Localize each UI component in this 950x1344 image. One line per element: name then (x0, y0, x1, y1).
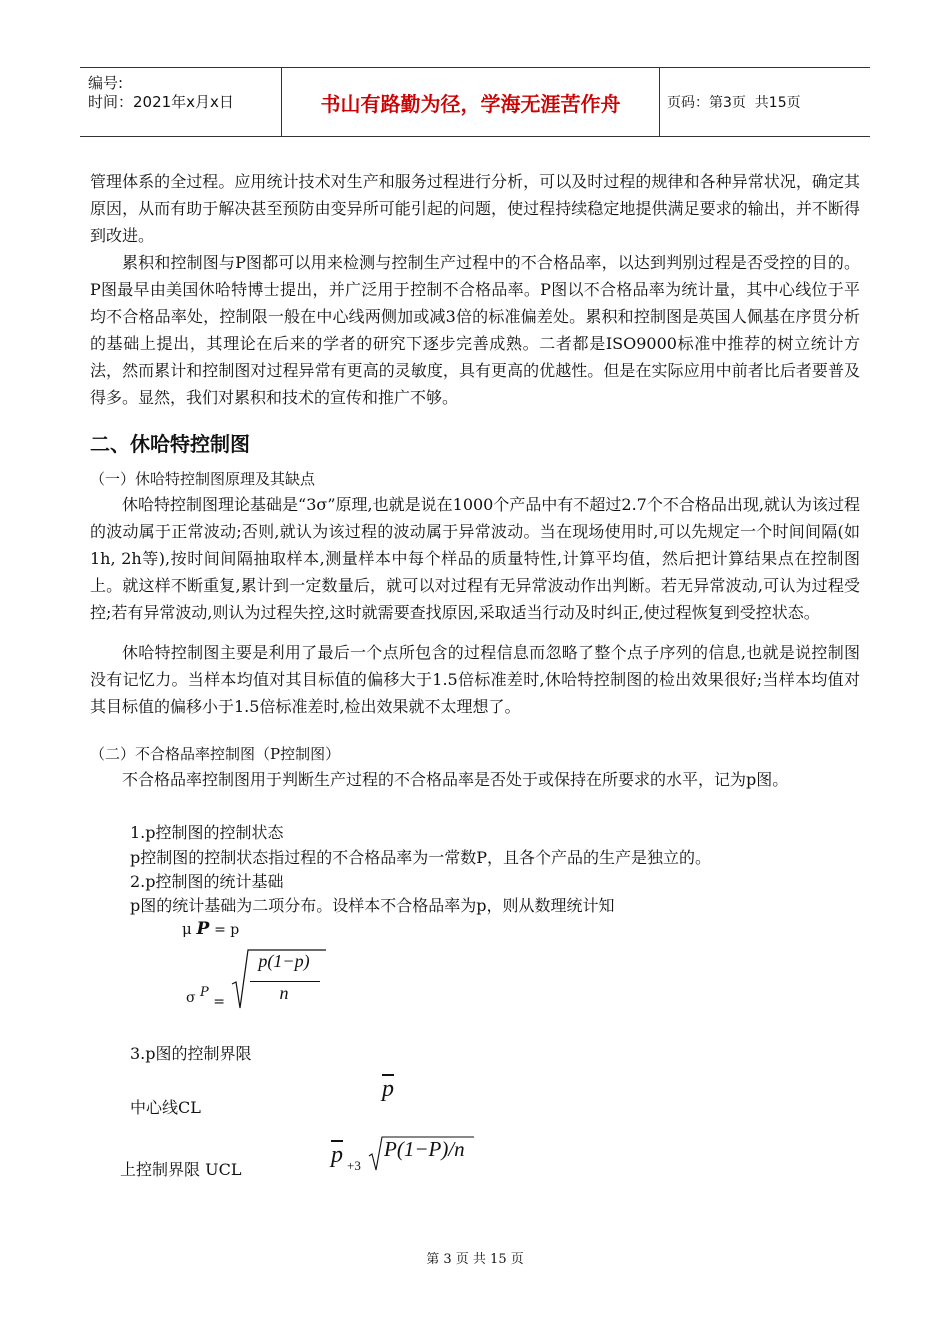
subsection-2-title: （二）不合格品率控制图（P控制图） (90, 745, 341, 763)
document-header (80, 67, 870, 137)
subsection-1-title: （一）休哈特控制图原理及其缺点 (90, 470, 316, 488)
paragraph-3: 休哈特控制图理论基础是“3σ”原理,也就是说在1000个产品中有不超过2.7个不合格品出现,就认为该过程的波动属于正常波动;否则,就认为该过程的波动属于异常波动。当在现场使用时,可以先规定一个时间间隔(如1h, 2h等),按时间间隔抽取样本,测量样本中每个样品的质量特性,计算平均值，然后把计算结果点在控制图上。就这样不断重复,累计到一定数量后，就可以对过程有无异常波动作出判断。若无异常波动,可认为过程受控;若有异常波动,则认为过程失控,这时就需要查找原因,采取适当行动及时纠正,使过程恢复到受控状态。 (90, 495, 860, 622)
paragraph-1: 管理体系的全过程。应用统计技术对生产和服务过程进行分析，可以及时过程的规律和各种异常状况，确定其原因，从而有助于解决甚至预防由变异所可能引起的问题，使过程持续稳定地提供满足要求的输出，并不断得到改进。 (90, 172, 860, 245)
item-2-title: 2.p控制图的统计基础 (130, 872, 284, 891)
item-3-title: 3.p图的控制界限 (130, 1044, 252, 1063)
sigma-variable: P (200, 985, 209, 1000)
item-1-text: p控制图的控制状态指过程的不合格品率为一常数P，且各个产品的生产是独立的。 (130, 848, 712, 867)
item-1-title: 1.p控制图的控制状态 (130, 823, 284, 842)
ucl-p: $\overline{p}$ (331, 1142, 343, 1168)
ucl-label: 上控制界限 UCL (120, 1160, 242, 1179)
formula-sigma-label (186, 985, 225, 1010)
mu-variable: P (196, 919, 210, 939)
paragraph-2: 累积和控制图与P图都可以用来检测与控制生产过程中的不合格品率，以达到判别过程是否受控的目的。P图最早由美国休哈特博士提出，并广泛用于控制不合格品率。P图以不合格品率为统计量，其中心线位于平均不合格品率处，控制限一般在中心线两侧加或减3倍的标准偏差处。累积和控制图是英国人佩基在序贯分析的基础上提出，其理论在后来的学者的研究下逐步完善成熟。二者都是ISO9000标准中推荐的树立统计方法，然而累计和控制图对过程异常有更高的灵敏度，具有更高的优越性。但是在实际应用中前者比后者要普及得多。显然，我们对累积和技术的宣传和推广不够。 (90, 253, 860, 407)
formula-mean (182, 919, 239, 939)
paragraph-5: 不合格品率控制图用于判断生产过程的不合格品率是否处于或保持在所要求的水平，记为p图。 (122, 770, 789, 789)
item-2-text: p图的统计基础为二项分布。设样本不合格品率为p，则从数理统计知 (130, 896, 615, 915)
sigma-denominator: n (279, 983, 289, 1003)
fraction-bar (250, 981, 320, 982)
page-footer: 第 3 页 共 15 页 (426, 1252, 524, 1267)
header-meta-cell (80, 68, 282, 136)
motto: 书山有路勤为径，学海无涯苦作舟 (320, 91, 621, 116)
ucl-root-expression: P(1−P)/n (384, 1137, 465, 1161)
ucl-plus-three: +3 (347, 1158, 361, 1173)
header-motto-cell (282, 68, 660, 136)
page-info: 页码：第3页 共15页 (667, 95, 801, 111)
mu-symbol: μ (182, 920, 192, 938)
number-label: 编号: (88, 74, 124, 92)
paragraph-4: 休哈特控制图主要是利用了最后一个点所包含的过程信息而忽略了整个点子序列的信息,也就是说控制图没有记忆力。当样本均值对其目标值的偏移大于1.5倍标准差时,休哈特控制图的检出效果很好;当样本均值对其目标值的偏移小于1.5倍标准差时,检出效果就不太理想了。 (90, 643, 860, 716)
sigma-equals: = (213, 994, 225, 1010)
mu-equals: = p (214, 922, 240, 938)
section-heading: 二、休哈特控制图 (90, 432, 250, 456)
ucl-formula (331, 1142, 361, 1173)
header-page-cell (660, 68, 870, 136)
center-line-formula: $\overline{p}$ (382, 1076, 394, 1102)
time-label: 时间：2021年x月x日 (88, 93, 234, 111)
sigma-symbol: σ (186, 990, 196, 1006)
sigma-numerator: p(1−p) (258, 951, 310, 971)
center-line-label: 中心线CL (130, 1098, 201, 1117)
